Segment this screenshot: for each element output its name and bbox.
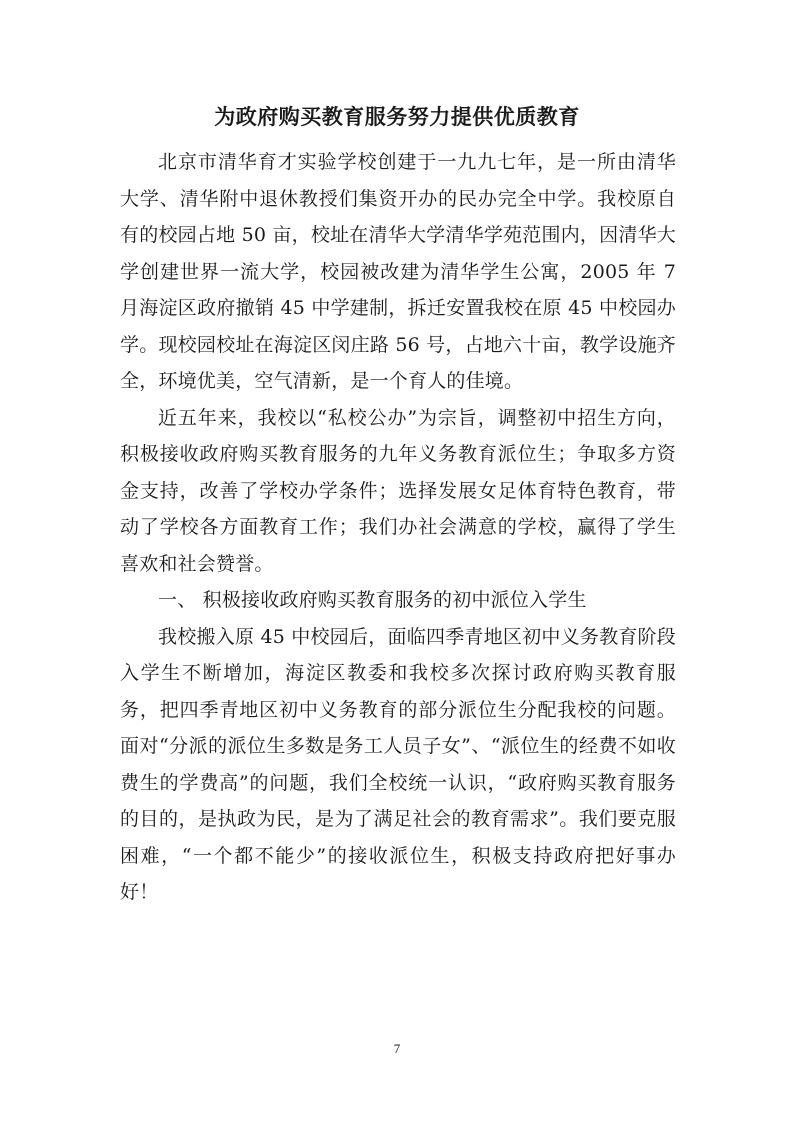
section-heading-1: 一、 积极接收政府购买教育服务的初中派位入学生 bbox=[158, 589, 587, 611]
document-title: 为政府购买教育服务努力提供优质教育 bbox=[214, 104, 580, 129]
document-body bbox=[120, 144, 676, 911]
page-number: 7 bbox=[393, 1041, 401, 1056]
paragraph-section-1: 我校搬入原 45 中校园后，面临四季青地区初中义务教育阶段入学生不断增加，海淀区教委和我校多次探讨政府购买教育服务，把四季青地区初中义务教育的部分派位生分配我校的问题。面对“分派的派位生多数是务工人员子女”、“派位生的经费不如收费生的学费高”的问题，我们全校统一认识，“政府购买教育服务的目的，是执政为民，是为了满足社会的教育需求”。我们要克服困难，“一个都不能少”的接收派位生，积极支持政府把好事办好！ bbox=[120, 625, 676, 903]
paragraph-recent-years: 近五年来，我校以“私校公办”为宗旨，调整初中招生方向，积极接收政府购买教育服务的九年义务教育派位生；争取多方资金支持，改善了学校办学条件；选择发展女足体育特色教育，带动了学校各方面教育工作；我们办社会满意的学校，赢得了学生喜欢和社会赞誉。 bbox=[120, 406, 676, 575]
paragraph-school-history: 北京市清华育才实验学校创建于一九九七年，是一所由清华大学、清华附中退休教授们集资开办的民办完全中学。我校原自有的校园占地 50 亩，校址在清华大学清华学苑范围内，因清华大学创建世界一流大学，校园被改建为清华学生公寓，2005 年 7 月海淀区政府撤销 45 中学建制，拆迁安置我校在原 45 中校园办学。现校园校址在海淀区闵庄路 56 号，占地六十亩，教学设施齐全，环境优美，空气清新，是一个育人的佳境。 bbox=[120, 151, 676, 392]
